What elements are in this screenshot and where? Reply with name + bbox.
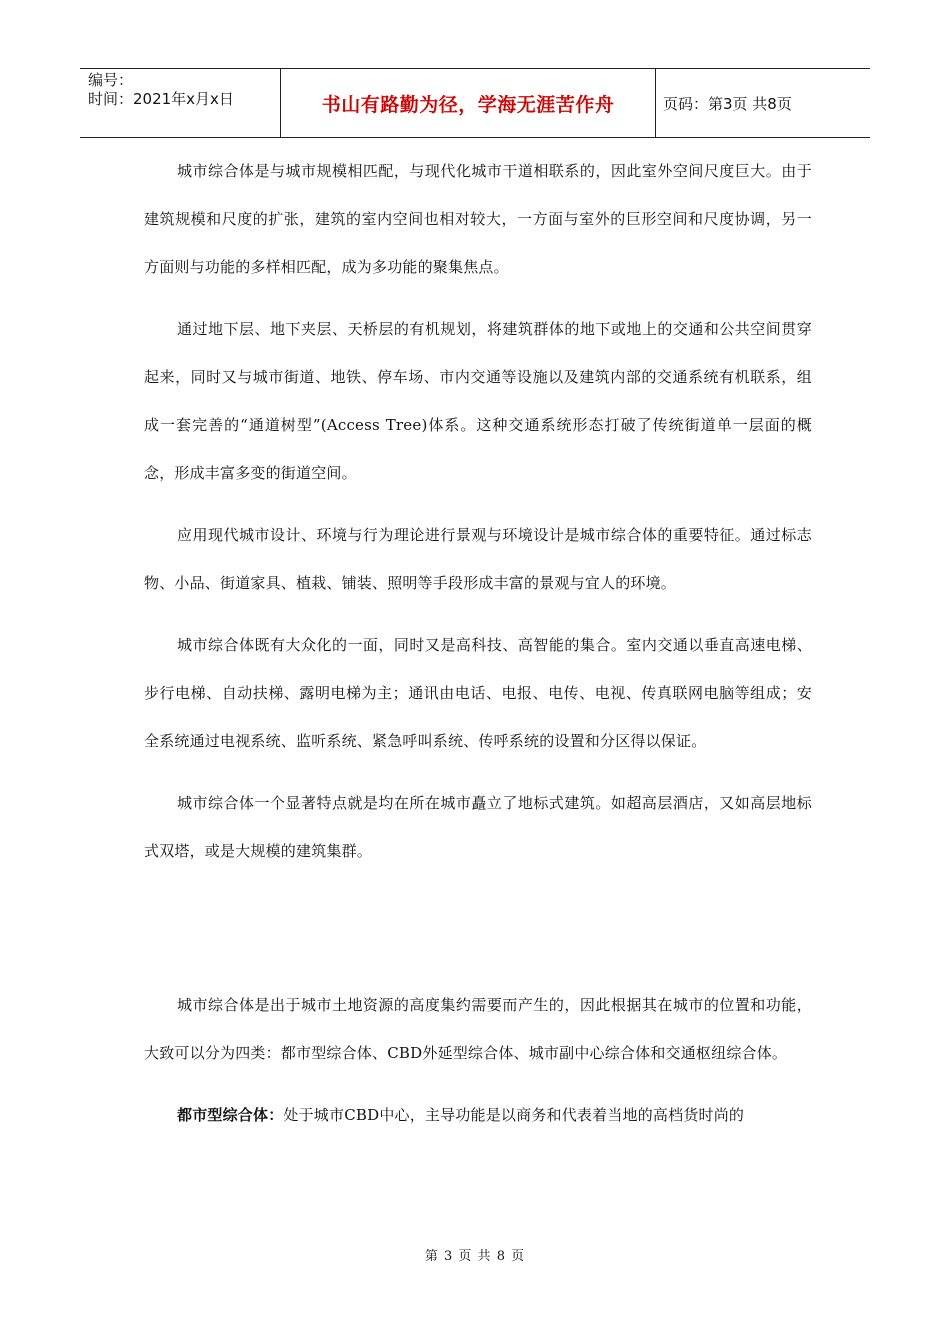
page-footer: 第 3 页 共 8 页	[424, 1249, 526, 1264]
header-motto: 书山有路勤为径，学海无涯苦作舟	[281, 69, 656, 137]
header-page-label: 页码：第3页 共8页	[663, 94, 792, 113]
body-paragraph-5: 城市综合体一个显著特点就是均在所在城市矗立了地标式建筑。如超高层酒店，又如高层地标式双塔，或是大规模的建筑集群。	[144, 794, 812, 860]
paragraph-lead-term: 都市型综合体：	[177, 1106, 284, 1124]
document-number-label: 编号：	[88, 71, 134, 89]
body-paragraph-2: 通过地下层、地下夹层、天桥层的有机规划，将建筑群体的地下或地上的交通和公共空间贯穿起来，同时又与城市街道、地铁、停车场、市内交通等设施以及建筑内部的交通系统有机联系，组成一套完善的“通道树型”(Access Tree)体系。这种交通系统形态打破了传统街道单一层面的概念，形成丰富多变的街道空间。	[144, 320, 812, 482]
body-paragraph-3: 应用现代城市设计、环境与行为理论进行景观与环境设计是城市综合体的重要特征。通过标志物、小品、街道家具、植栽、铺装、照明等手段形成丰富的景观与宜人的环境。	[144, 526, 812, 592]
body-paragraph-7	[144, 1091, 812, 1139]
document-time-label: 时间：2021年x月x日	[88, 90, 234, 108]
body-paragraph-4: 城市综合体既有大众化的一面，同时又是高科技、高智能的集合。室内交通以垂直高速电梯、步行电梯、自动扶梯、露明电梯为主；通讯由电话、电报、电传、电视、传真联网电脑等组成；安全系统通过电视系统、监听系统、紧急呼叫系统、传呼系统的设置和分区得以保证。	[144, 636, 812, 750]
body-paragraph-1: 城市综合体是与城市规模相匹配，与现代化城市干道相联系的，因此室外空间尺度巨大。由于建筑规模和尺度的扩张，建筑的室内空间也相对较大，一方面与室外的巨形空间和尺度协调，另一方面则与功能的多样相匹配，成为多功能的聚集焦点。	[144, 162, 812, 276]
header-meta-cell	[80, 69, 281, 137]
document-body	[144, 147, 812, 1153]
paragraph-lead-text: 处于城市CBD中心，主导功能是以商务和代表着当地的高档货时尚的	[283, 1106, 745, 1124]
document-header	[80, 68, 870, 138]
paragraph-spacer	[144, 889, 812, 981]
body-paragraph-6: 城市综合体是出于城市土地资源的高度集约需要而产生的，因此根据其在城市的位置和功能，大致可以分为四类：都市型综合体、CBD外延型综合体、城市副中心综合体和交通枢纽综合体。	[144, 996, 812, 1062]
